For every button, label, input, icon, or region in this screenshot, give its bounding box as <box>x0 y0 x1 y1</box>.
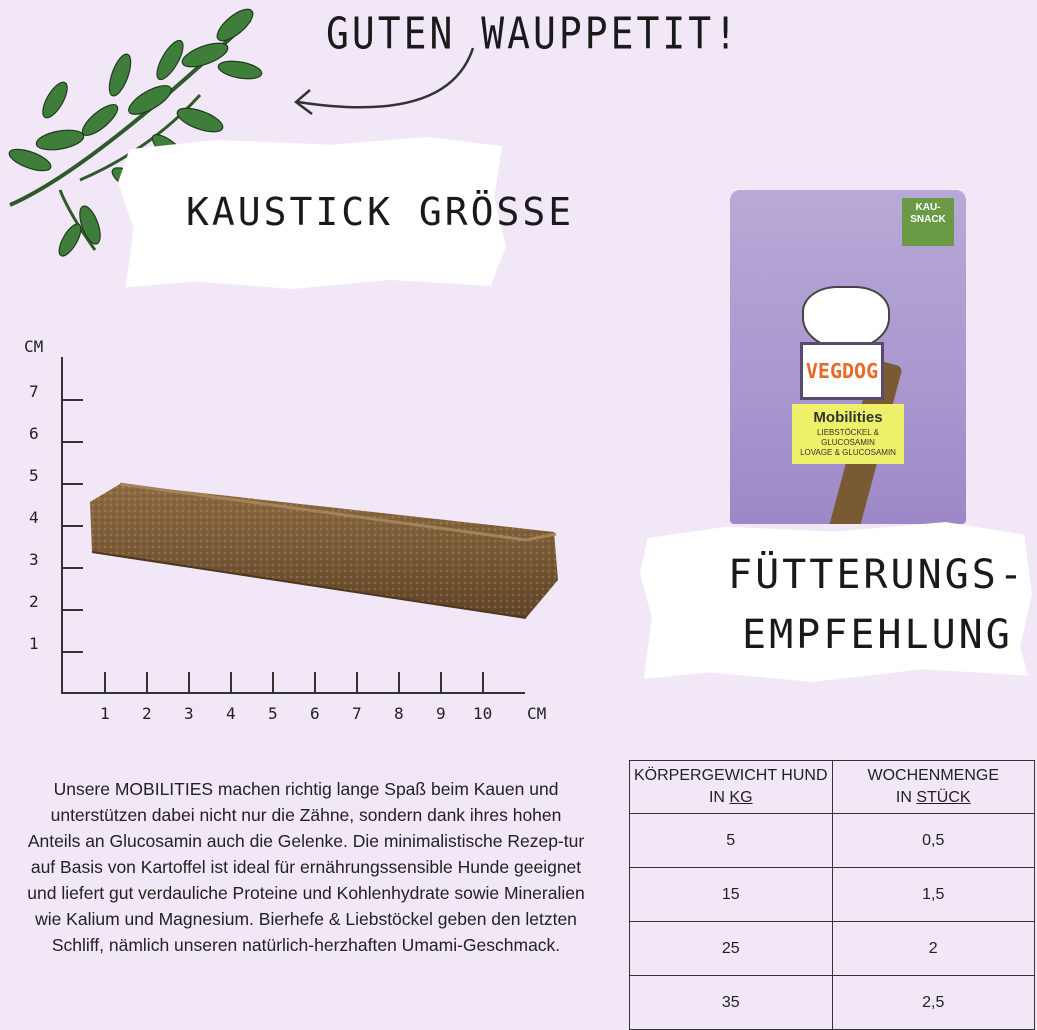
product-tag: KAU-SNACK <box>902 198 954 246</box>
table-cell-amount: 2 <box>832 922 1035 976</box>
ruler-y-tick <box>61 399 83 401</box>
product-description: Unsere MOBILITIES machen richtig lange Spaß beim Kauen und unterstützen dabei nicht nur die Zähne, sondern dank ihres hohen Anteils an Glucosamin auch die Gelenke. Die minimalistische Rezep-tur auf Basis von Kartoffel ist ideal für ernährungssensible Hunde geeignet und liefert gut verdauliche Proteine und Kohlenhydrate sowie Mineralien wie Kalium und Magnesium. Bierhefe & Liebstöckel geben den letzten Schliff, nämlich unseren natürlich-herzhaften Umami-Geschmack. <box>27 779 585 955</box>
ruler-x-tick <box>398 672 400 694</box>
table-cell-weight: 15 <box>630 868 833 922</box>
product-sub1: LIEBSTÖCKEL & GLUCOSAMIN <box>817 428 879 447</box>
ruler-x-tick <box>440 672 442 694</box>
ruler-y-tick <box>61 651 83 653</box>
feeding-heading-line1: FÜTTERUNGS- <box>728 552 1026 598</box>
table-cell-amount: 1,5 <box>832 868 1035 922</box>
ruler-x-axis <box>61 692 525 694</box>
ruler-x-label: 2 <box>142 704 152 723</box>
chew-stick-image <box>86 480 562 622</box>
feeding-heading-line2: EMPFEHLUNG <box>742 612 1013 658</box>
table-row <box>630 922 1035 976</box>
ruler-x-tick <box>146 672 148 694</box>
ruler-x-tick <box>356 672 358 694</box>
ruler-x-tick <box>230 672 232 694</box>
curved-arrow-icon <box>288 40 488 130</box>
ruler-x-tick <box>314 672 316 694</box>
product-bag-image <box>730 190 966 524</box>
ruler-x-label: 8 <box>394 704 404 723</box>
ruler-x-label: 5 <box>268 704 278 723</box>
table-cell-weight: 25 <box>630 922 833 976</box>
ruler-x-label: 7 <box>352 704 362 723</box>
ruler-y-label: 3 <box>29 550 39 569</box>
ruler-x-tick <box>482 672 484 694</box>
ruler-x-label: 4 <box>226 704 236 723</box>
ruler-y-label: 2 <box>29 592 39 611</box>
product-brand: VEGDOG <box>800 342 884 400</box>
ruler-y-label: 4 <box>29 508 39 527</box>
table-header-row <box>630 761 1035 814</box>
ruler-x-label: 3 <box>184 704 194 723</box>
ruler-y-label: 6 <box>29 424 39 443</box>
product-name-label <box>792 404 904 464</box>
feeding-table <box>629 760 1035 1030</box>
table-cell-weight: 5 <box>630 814 833 868</box>
ruler-y-label: 5 <box>29 466 39 485</box>
table-row <box>630 976 1035 1030</box>
headline: GUTEN WAUPPETIT! <box>326 8 741 59</box>
table-row <box>630 868 1035 922</box>
table-header-weight: KÖRPERGEWICHT HUND IN KG <box>630 761 833 814</box>
feeding-heading-brush <box>640 522 1032 682</box>
table-cell-amount: 0,5 <box>832 814 1035 868</box>
ruler-x-tick <box>104 672 106 694</box>
ruler-unit-y: CM <box>24 337 44 356</box>
table-header-amount: WOCHENMENGE IN STÜCK <box>832 761 1035 814</box>
ruler-y-tick <box>61 483 83 485</box>
dog-face-icon <box>802 286 890 350</box>
ruler-x-label: 9 <box>436 704 446 723</box>
ruler-x-label: 10 <box>473 704 493 723</box>
table-cell-weight: 35 <box>630 976 833 1030</box>
ruler-y-tick <box>61 609 83 611</box>
ruler-y-label: 1 <box>29 634 39 653</box>
size-heading: KAUSTICK GRÖSSE <box>186 190 575 234</box>
table-row <box>630 814 1035 868</box>
product-sub2: LOVAGE & GLUCOSAMIN <box>800 448 896 457</box>
ruler-x-tick <box>272 672 274 694</box>
ruler-y-tick <box>61 567 83 569</box>
product-name: Mobilities <box>813 409 883 426</box>
ruler-y-tick <box>61 441 83 443</box>
table-cell-amount: 2,5 <box>832 976 1035 1030</box>
ruler-x-label: 6 <box>310 704 320 723</box>
ruler-unit-x: CM <box>527 704 547 723</box>
ruler-x-tick <box>188 672 190 694</box>
ruler-y-tick <box>61 525 83 527</box>
ruler-x-label: 1 <box>100 704 110 723</box>
ruler-y-label: 7 <box>29 382 39 401</box>
